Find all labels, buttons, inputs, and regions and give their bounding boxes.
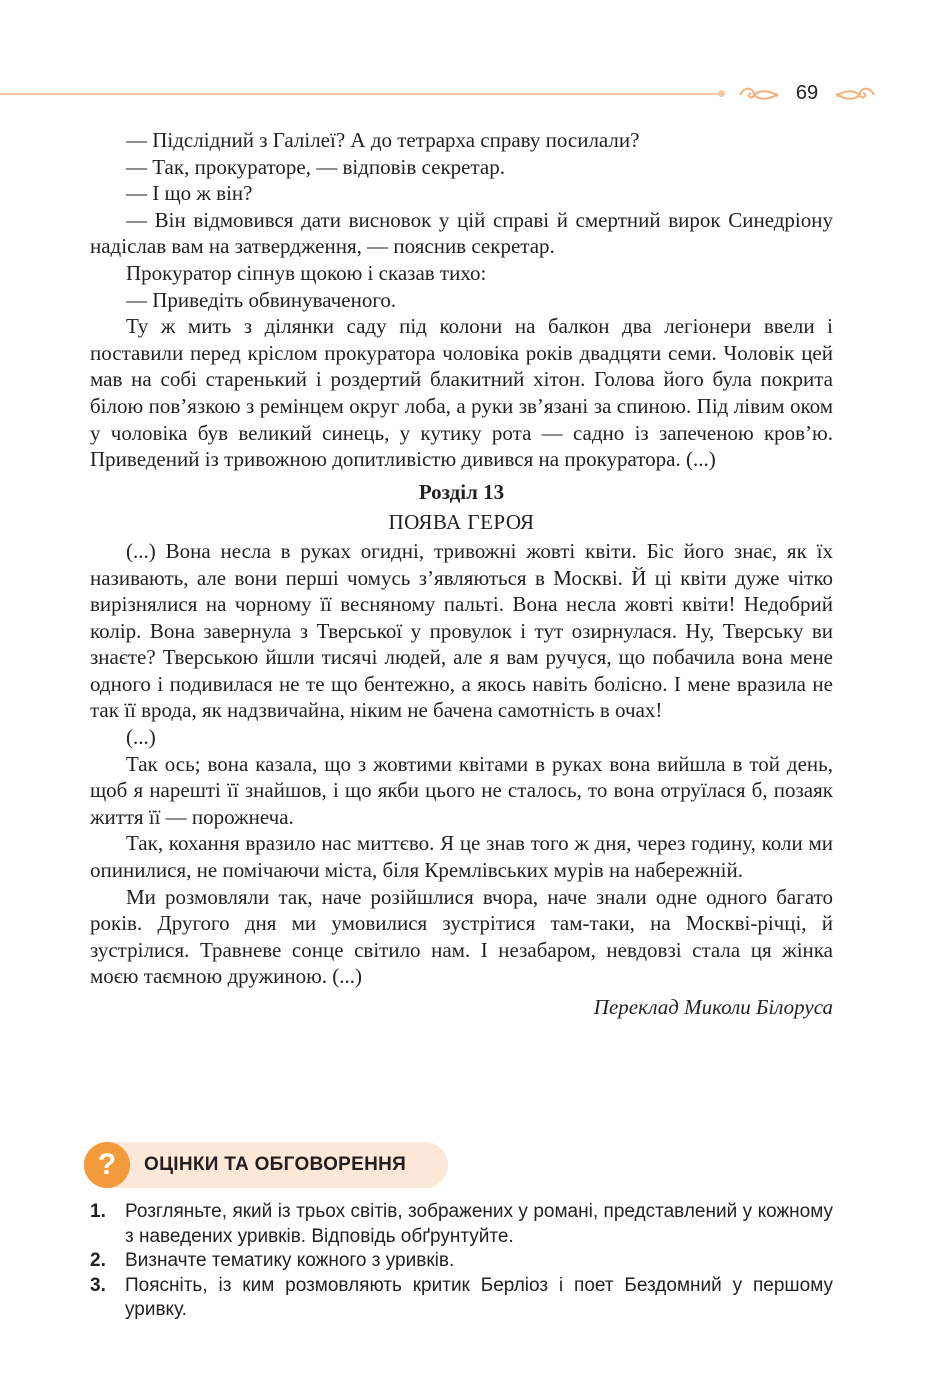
paragraph: Ту ж мить з ділянки саду під колони на балкон два легіонери ввели і поставили перед кріслом прокуратора чоловіка років двадцяти семи. Чоловік цей мав на собі старенький і роздертий блакитний хітон. Голова його була покрита білою пов’язкою з ремінцем округ лоба, а руки зв’язані за спиною. Під лівим оком у чоловіка був великий синець, у кутику рота — садно із запеченою кров’ю. Приведений із тривожною допитливістю дивився на прокуратора. (...)	[90, 314, 833, 472]
paragraph: (...) Вона несла в руках огидні, тривожні жовті квіти. Біс його знає, як їх називають, але вони перші чомусь з’являються в Москві. Й ці квіти дуже чітко вирізнялися на чорному її весняному пальті. Вона несла жовті квіти! Недобрий колір. Вона завернула з Тверської у провулок і тут озирнулася. Ну, Тверську ви знаєте? Тверською йшли тисячі людей, але я вам ручуся, що побачила вона мене одного і подивилася не те що бентежно, а якось навіть болісно. І мене вразила не так її врода, як надзвичайна, ніким не бачена самотність в очах!	[90, 538, 833, 723]
question-number: 3.	[90, 1274, 106, 1296]
paragraph: — Підслідний з Галілеї? А до тетрарха справу посилали?	[126, 128, 640, 152]
paragraph: Прокуратор сіпнув щокою і сказав тихо:	[126, 260, 487, 285]
paragraph: (...)	[126, 725, 156, 750]
question-text: Визначте тематику кожного з уривків.	[125, 1250, 455, 1271]
left-ornament-icon	[736, 84, 780, 106]
question-text: Розгляньте, який із трьох світів, зображених у романі, представлений у кожному з наведених уривків. Відповідь обґрунтуйте.	[125, 1201, 833, 1247]
paragraph: — Приведіть обвинуваченого.	[126, 287, 397, 312]
paragraph: Ми розмовляли так, наче розійшлися вчора, наче знали одне одного багато років. Другого дня ми умовилися зустрітися там-таки, на Москві-річці, й зустрілися. Травневе сонце світило нам. І незабаром, невдовзі стала ця жінка моєю таємною дружиною. (...)	[90, 884, 833, 989]
paragraph: Так ось; вона казала, що з жовтими квітами в руках вона вийшла в той день, щоб я нарешті її знайшов, і що якби цього не сталось, то вона отруїлася б, позаяк життя її — порожнеча.	[90, 751, 833, 829]
paragraph: — Так, прокураторе, — відповів секретар.	[126, 154, 505, 179]
question-icon: ?	[84, 1142, 130, 1188]
translator-credit: Переклад Миколи Білоруса	[593, 995, 833, 1019]
question-text: Поясніть, із ким розмовляють критик Берліоз і поет Бездомний у першому уривку.	[125, 1274, 833, 1320]
question-number: 1.	[90, 1201, 106, 1222]
main-text	[90, 127, 833, 1021]
paragraph: Так, кохання вразило нас миттєво. Я це знав того ж дня, через годину, коли ми опинилися, не помічаючи міста, біля Кремлівських мурів на набережній.	[90, 831, 833, 883]
questions-list	[90, 1200, 833, 1323]
list-item	[90, 1249, 833, 1274]
page-number: 69	[795, 82, 819, 104]
section-title: ОЦІНКИ ТА ОБГОВОРЕННЯ	[144, 1154, 407, 1175]
chapter-subtitle: ПОЯВА ГЕРОЯ	[388, 510, 535, 535]
header-rule-dot	[718, 90, 725, 97]
chapter-title: Розділ 13	[418, 479, 505, 504]
header-rule	[0, 93, 722, 95]
list-item	[90, 1274, 833, 1323]
right-ornament-icon	[834, 84, 878, 106]
list-item	[90, 1200, 833, 1249]
paragraph: — Він відмовився дати висновок у цій справі й смертний вирок Синедріону надіслав вам на затвердження, — пояснив секретар.	[90, 207, 833, 259]
paragraph: — І що ж він?	[126, 181, 253, 206]
question-number: 2.	[90, 1250, 106, 1271]
